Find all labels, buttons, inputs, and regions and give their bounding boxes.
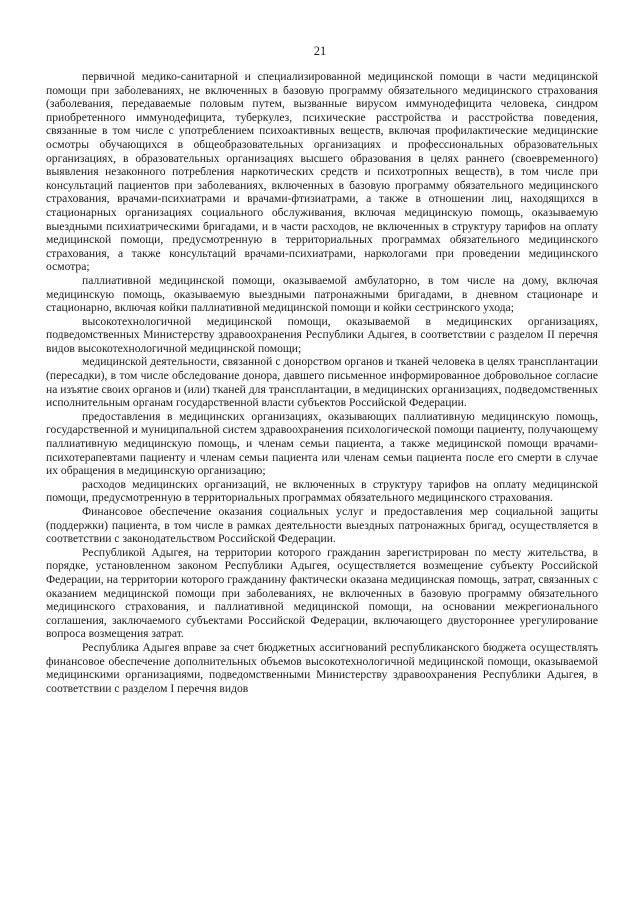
paragraph-9: Республика Адыгея вправе за счет бюджетных ассигнований республиканского бюджета осуществлять финансовое обеспечение дополнительных объемов высокотехнологичной медицинской помощи, оказываемой медицинскими организациями, подведомственными Министерству здравоохранения Республики Адыгея, в соответствии с разделом I перечня видов: [46, 640, 598, 695]
paragraph-1: первичной медико-санитарной и специализированной медицинской помощи в части медицинской помощи при заболеваниях, не включенных в базовую программу обязательного медицинского страхования (заболевания, передаваемые половым путем, вызванные вирусом иммунодефицита человека, синдром приобретенного иммунодефицита, туберкулез, психические расстройства и расстройства поведения, связанные в том числе с употреблением психоактивных веществ, включая профилактические медицинские осмотры обучающихся в общеобразовательных организациях и профессиональных образовательных организациях, в образовательных организациях высшего образования в целях раннего (своевременного) выявления незаконного потребления наркотических средств и психотропных веществ), в том числе при консультаций пациентов при заболеваниях, включенных в базовую программу обязательного медицинского страхования, врачами-психиатрами и врачами-фтизиатрами, а также в отношении лиц, находящихся в стационарных организациях социального обслуживания, включая медицинскую помощь, оказываемую выездными психиатрическими бригадами, и в части расходов, не включенных в структуру тарифов на оплату медицинской помощи, предусмотренную в территориальных программах обязательного медицинского страхования, а также консультаций врачами-психиатрами, наркологами при проведении медицинского осмотра;: [46, 70, 598, 274]
paragraph-6: расходов медицинских организаций, не включенных в структуру тарифов на оплату медицинской помощи, предусмотренную в территориальных программах обязательного медицинского страхования.: [46, 477, 598, 505]
paragraph-4: медицинской деятельности, связанной с донорством органов и тканей человека в целях трансплантации (пересадки), в том числе обследование донора, давшего письменное информированное добровольное согласие на изъятие своих органов и (или) тканей для трансплантации, в медицинских организациях, подведомственных исполнительным органам государственной власти субъектов Российской Федерации.: [46, 355, 598, 410]
paragraph-5: предоставления в медицинских организациях, оказывающих паллиативную медицинскую помощь, государственной и муниципальной систем здравоохранения психологической помощи пациенту, получающему паллиативную медицинскую помощь, и членам семьи пациента, а также медицинской помощи врачами-психотерапевтами пациенту и членам семьи пациента или членам семьи пациента после его смерти в случае их обращения в медицинскую организацию;: [46, 409, 598, 478]
paragraph-7: Финансовое обеспечение оказания социальных услуг и предоставления мер социальной защиты (поддержки) пациента, в том числе в рамках деятельности выездных патронажных бригад, осуществляется в соответствии с законодательством Российской Федерации.: [46, 505, 598, 546]
paragraph-3: высокотехнологичной медицинской помощи, оказываемой в медицинских организациях, подведомственных Министерству здравоохранения Республики Адыгея, в соответствии с разделом II перечня видов высокотехнологичной медицинской помощи;: [46, 314, 598, 355]
paragraph-2: паллиативной медицинской помощи, оказываемой амбулаторно, в том числе на дому, включая медицинскую помощь, оказываемую выездными патронажными бригадами, в дневном стационаре и стационарно, включая койки паллиативной медицинской помощи и койки сестринского ухода;: [46, 273, 598, 315]
paragraph-8: Республикой Адыгея, на территории которого гражданин зарегистрирован по месту жительства, в порядке, установленном законом Республики Адыгея, осуществляется возмещение субъекту Российской Федерации, на территории которого гражданину фактически оказана медицинская помощь, затрат, связанных с оказанием медицинской помощи при заболеваниях, не включенных в базовую программу обязательного медицинского страхования, и паллиативной медицинской помощи, на основании межрегионального соглашения, заключаемого субъектами Российской Федерации, включающего двустороннее урегулирование вопроса возмещения затрат.: [46, 545, 598, 641]
page-number: 21: [313, 44, 327, 58]
document-body: [46, 70, 598, 695]
